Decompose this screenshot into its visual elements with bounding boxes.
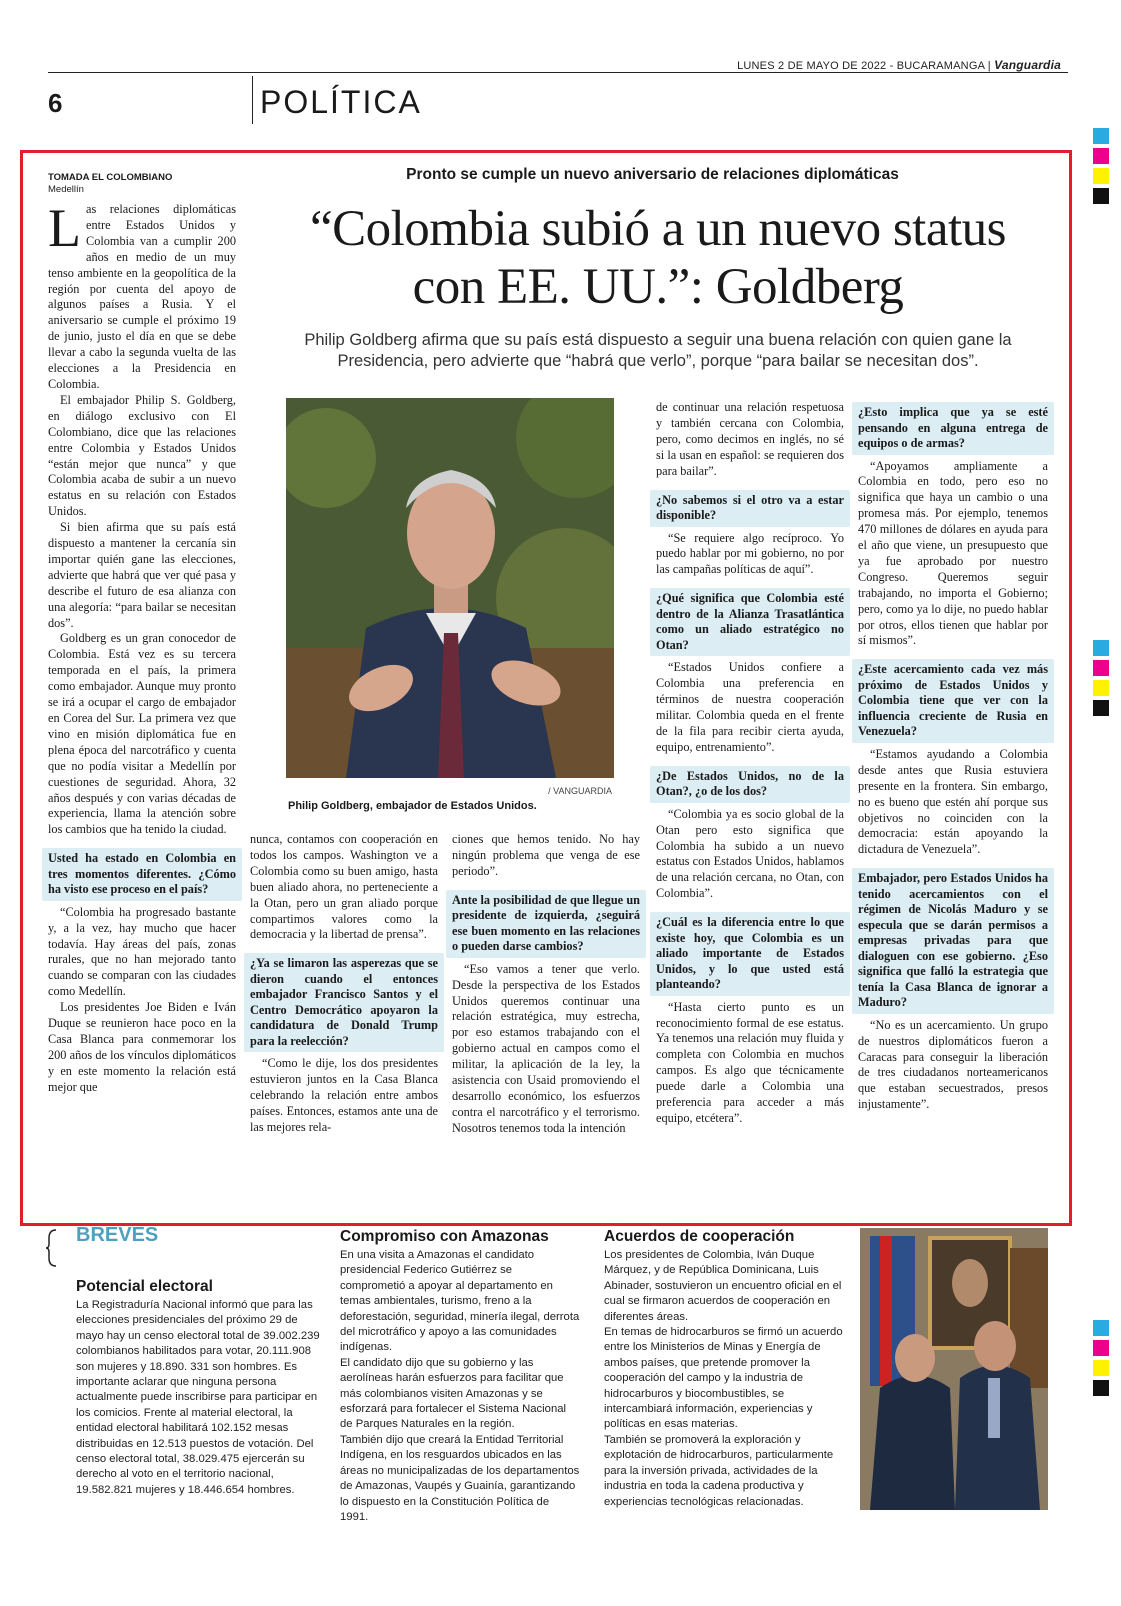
paragraph: Si bien afirma que su país está dispuesto a mantener la cercanía sin importar quién gane las elecciones, advierte que habrá que ver qué pasa y describe el futuro de esa alianza con una alegoría: “para bailar se necesitan dos”. (48, 520, 236, 630)
lead-text: as relaciones diplomáticas entre Estados Unidos y Colombia van a cumplir 200 años en medio de un muy tenso ambiente en la geopolítica de la región por cuenta del apoyo de algunos países a Rusia. Y el aniversario se cumple el próximo 19 de junio, justo el día en que se debe llevar a cabo la segunda vuelta de las elecciones a la Presidencia en Colombia. (48, 202, 236, 391)
paragraph: “Colombia ya es socio global de la Otan pero esto significa que Colombia ha subido a un nuevo estatus con Estados Unidos, hablamos de una relación cercana, no Otan, con Colombia”. (656, 806, 844, 901)
byline-source: TOMADA EL COLOMBIANO (48, 172, 173, 183)
breves-tab: BREVES (76, 1224, 159, 1246)
brief-paragraph: También se promoverá la exploración y explotación de hidrocarburos, particularmente para la inversión privada, actividades de la industria en toda la cadena productiva y experiencias tecnológicas relacionadas. (604, 1433, 834, 1508)
byline (48, 172, 172, 196)
interview-question: ¿No sabemos si el otro va a estar disponible? (650, 490, 850, 527)
lead-paragraph (48, 198, 236, 393)
top-rule (48, 72, 1068, 73)
interview-question: ¿Qué significa que Colombia esté dentro de la Alianza Trasatlántica como un aliado estratégico no Otan? (650, 588, 850, 656)
brief-paragraph: También dijo que creará la Entidad Territorial Indígena, en los resguardos ubicados en las áreas no municipalizadas de los departamentos de Amazonas, Vaupés y Guainía, garantizando lo dispuesto en la Constitución Política de 1991. (340, 1433, 580, 1523)
interview-question: ¿Este acercamiento cada vez más próximo de Estados Unidos y Colombia tiene que ver con la influencia creciente de Rusia en Venezuela? (852, 659, 1054, 743)
paragraph: “Se requiere algo recíproco. Yo puedo hablar por mi gobierno, no por las campañas políticas de aquí”. (656, 530, 844, 577)
interview-question: Ante la posibilidad de que llegue un presidente de izquierda, ¿seguirá ese buen momento en las relaciones o pueden darse cambios? (446, 890, 646, 958)
brief-paragraph: El candidato dijo que su gobierno y las aerolíneas harán esfuerzos para facilitar que más colombianos visiten Amazonas y se esforzará para fortalecer el Sistema Nacional de Parques Naturales en la región. (340, 1356, 567, 1431)
photo-caption: Philip Goldberg, embajador de Estados Unidos. (288, 800, 537, 812)
paragraph: El embajador Philip S. Goldberg, en diálogo exclusivo con El Colombiano, dice que las relaciones entre Colombia y Estados Unidos “están mejor que nunca” y que Colombia acaba de subir a un nuevo estatus en su relación con Estados Unidos. (48, 392, 236, 519)
goldberg-photo (286, 398, 614, 778)
photo-credit: / VANGUARDIA (548, 786, 612, 796)
section-title: POLÍTICA (260, 84, 422, 120)
paragraph: “Eso vamos a tener que verlo. Desde la perspectiva de los Estados Unidos queremos continuar una relación estratégica, muy estrecha, por eso estamos trabajando con el gobierno actual en campos como el militar, la aplicación de la ley, la asistencia con Usaid promoviendo el desarrollo económico, los esfuerzos contra el narcotráfico y el terrorismo. Nosotros tenemos toda la intención (452, 961, 640, 1135)
paragraph: nunca, contamos con cooperación en todos los campos. Washington ve a Colombia como su buen amigo, hasta buen aliado ahora, no perteneciente a la Otan, pero un gran aliado porque compartimos valores como la democracia y la libertad de prensa”. (250, 832, 438, 942)
brief-paragraph: En temas de hidrocarburos se firmó un acuerdo entre los Ministerios de Minas y Energía de ambos países, que pretende promover la cooperación del campo y la industria de hidrocarburos y biocombustibles, se intercambiará información, experiencias y políticas en esas materias. (604, 1326, 843, 1431)
brief-paragraph: La Registraduría Nacional informó que para las elecciones presidenciales del próximo 29 de mayo hay un censo electoral total de 39.002.239 colombianos habilitados para votar, 20.111.908 son mujeres y 18.890. 331 son hombres. Es importante aclarar que ninguna persona actualmente puede inscribirse para participar en los comicios. Frente al material electoral, la entidad electoral habilitará 102.152 mesas distribuidas en 12.513 puestos de votación. Del censo electoral total, 38.029.475 ejercerán su derecho al voto en el territorio nacional, 19.582.821 mujeres y 18.446.654 hombres. (76, 1299, 320, 1496)
brief-text-3 (604, 1248, 844, 1510)
drop-cap: L (48, 198, 81, 258)
presidents-photo (860, 1228, 1048, 1510)
paragraph: “No es un acercamiento. Un grupo de nuestros diplomáticos fueron a Caracas para conseguir la liberación de tres ciudadanos norteamericanos que estaban secuestrados, presos injustamente”. (858, 1017, 1048, 1112)
paragraph: “Estamos ayudando a Colombia desde antes que Rusia estuviera presente en la frontera. Sin embargo, no es bueno que estén ahí porque sus objetivos no coinciden con la democracia: están apoyando la dictadura de Venezuela”. (858, 746, 1048, 857)
paragraph: “Estados Unidos confiere a Colombia una preferencia en términos de nuestra cooperación militar. Colombia queda en el frente de la fila para recibir cierta ayuda, equipo, entrenamiento”. (656, 660, 844, 754)
article-column-1 (48, 198, 236, 1096)
brief-title-1: Potencial electoral (76, 1278, 213, 1295)
paragraph: de continuar una relación respetuosa y también cercana con Colombia, pero, como decimos en inglés, no sé si la usan en español: se requieren dos para bailar”. (656, 400, 844, 478)
article-kicker: Pronto se cumple un nuevo aniversario de relaciones diplomáticas (406, 166, 899, 183)
interview-question: ¿Esto implica que ya se esté pensando en alguna entrega de equipos o de armas? (852, 402, 1054, 455)
article-column-3 (452, 832, 640, 1137)
paragraph: “Apoyamos ampliamente a Colombia en todo, pero eso no significa que haya un cambio o una promesa más. Por ejemplo, tenemos 470 millones de dólares en ayuda para el año que viene, un presupuesto que ya fue aprobado por nuestro Congreso. Queremos seguir trabajando, no importa el Gobierno; pero, como ya lo dije, no puedo hablar por otros, ellos tienen que hablar por sí mismos”. (858, 458, 1048, 648)
interview-question: Embajador, pero Estados Unidos ha tenido acercamientos con el régimen de Nicolás Maduro y se especula que se darán permisos a empresas privadas para que dialoguen con ese gobierno. ¿Eso significa que falló la estrategia que tenía la Casa Blanca de ignorar a Maduro? (852, 868, 1054, 1014)
article-column-2 (250, 832, 438, 1136)
paragraph: “Hasta cierto punto es un reconocimiento formal de ese estatus. Ya tenemos una relación muy fluida y completa con Colombia en muchos campos. Es algo que técnicamente puede darle a Colombia una preferencia para acceder a más equipo, etcétera”. (656, 999, 844, 1125)
brief-text-1 (76, 1298, 322, 1498)
dateline-text: LUNES 2 DE MAYO DE 2022 - BUCARAMANGA (737, 60, 985, 72)
interview-question: ¿Ya se limaron las asperezas que se dieron cuando el entonces embajador Francisco Santos y el Centro Democrático apoyaron la candidatura de Donald Trump para la reelección? (244, 953, 444, 1052)
presidents-illustration (860, 1228, 1048, 1510)
interview-question: Usted ha estado en Colombia en tres momentos diferentes. ¿Cómo ha visto ese proceso en el país? (42, 848, 242, 901)
article-column-4 (656, 400, 844, 1127)
brief-title-3: Acuerdos de cooperación (604, 1228, 795, 1245)
dateline: LUNES 2 DE MAYO DE 2022 - BUCARAMANGA | Vanguardia (737, 58, 1061, 72)
brief-text-2 (340, 1248, 580, 1525)
brief-paragraph: En una visita a Amazonas el candidato presidencial Federico Gutiérrez se comprometió a apoyar al departamento en temas ambientales, turismo, freno a la deforestación, seguridad, minería ilegal, derrota del microtráfico y apoyo a las comunidades indígenas. (340, 1249, 580, 1354)
article-headline (258, 200, 1058, 316)
article-deck: Philip Goldberg afirma que su país está dispuesto a seguir una buena relación con quien gane la Presidencia, pero advierte que “habrá que verlo”, porque “para bailar se necesitan dos”. (304, 331, 1012, 370)
brace-icon (46, 1228, 60, 1268)
registration-marks-top (1093, 128, 1109, 208)
article-column-5 (858, 392, 1048, 1113)
page-number: 6 (48, 88, 63, 118)
registration-marks-bottom (1093, 1320, 1109, 1400)
paragraph: “Colombia ha progresado bastante y, a la vez, hay mucho que hacer todavía. Hay áreas del país, zonas rurales, que no han mejorado tanto cuando se comparan con las ciudades como Medellín. (48, 904, 236, 999)
interview-question: ¿De Estados Unidos, no de la Otan?, ¿o de los dos? (650, 766, 850, 803)
brief-title-2: Compromiso con Amazonas (340, 1228, 549, 1245)
paragraph: Los presidentes Joe Biden e Iván Duque se reunieron hace poco en la Casa Blanca para conmemorar los 200 años de los vínculos diplomáticos y en este momento la relación está mejor que (48, 1000, 236, 1094)
headline-line-1: “Colombia subió a un nuevo status (309, 201, 1006, 257)
paragraph: Goldberg es un gran conocedor de Colombia. Está vez es su tercera temporada en el país, la primera como embajador. Aunque muy pronto se irá a ocupar el cargo de embajador en Corea del Sur. La primera vez que vino en misión diplomática fue en plena época del narcotráfico y cuenta que no podía visitar a Medellín por cuestiones de seguridad. Ahora, 32 años después y con varias décadas de experiencia, llama la atención sobre los cambios que ha tenido la ciudad. (48, 631, 236, 837)
byline-place: Medellín (48, 184, 84, 195)
brand-logo[interactable]: Vanguardia (994, 58, 1061, 72)
registration-marks-mid (1093, 640, 1109, 720)
paragraph: “Como le dije, los dos presidentes estuvieron juntos en la Casa Blanca celebrando la relación entre ambos países. Entonces, estamos ante una de las mejores rela- (250, 1056, 438, 1134)
headline-line-2: con EE. UU.”: Goldberg (412, 259, 904, 315)
interview-question: ¿Cuál es la diferencia entre lo que existe hoy, que Colombia es un aliado importante de Estados Unidos, y lo que usted está planteando? (650, 912, 850, 996)
portrait-illustration (286, 398, 614, 778)
paragraph: ciones que hemos tenido. No hay ningún problema que venga de ese periodo”. (452, 832, 640, 878)
brief-paragraph: Los presidentes de Colombia, Iván Duque Márquez, y de República Dominicana, Luis Abinader, sostuvieron un encuentro oficial en el cual se firmaron acuerdos de cooperación en diferentes áreas. (604, 1249, 842, 1323)
section-divider (252, 76, 253, 124)
